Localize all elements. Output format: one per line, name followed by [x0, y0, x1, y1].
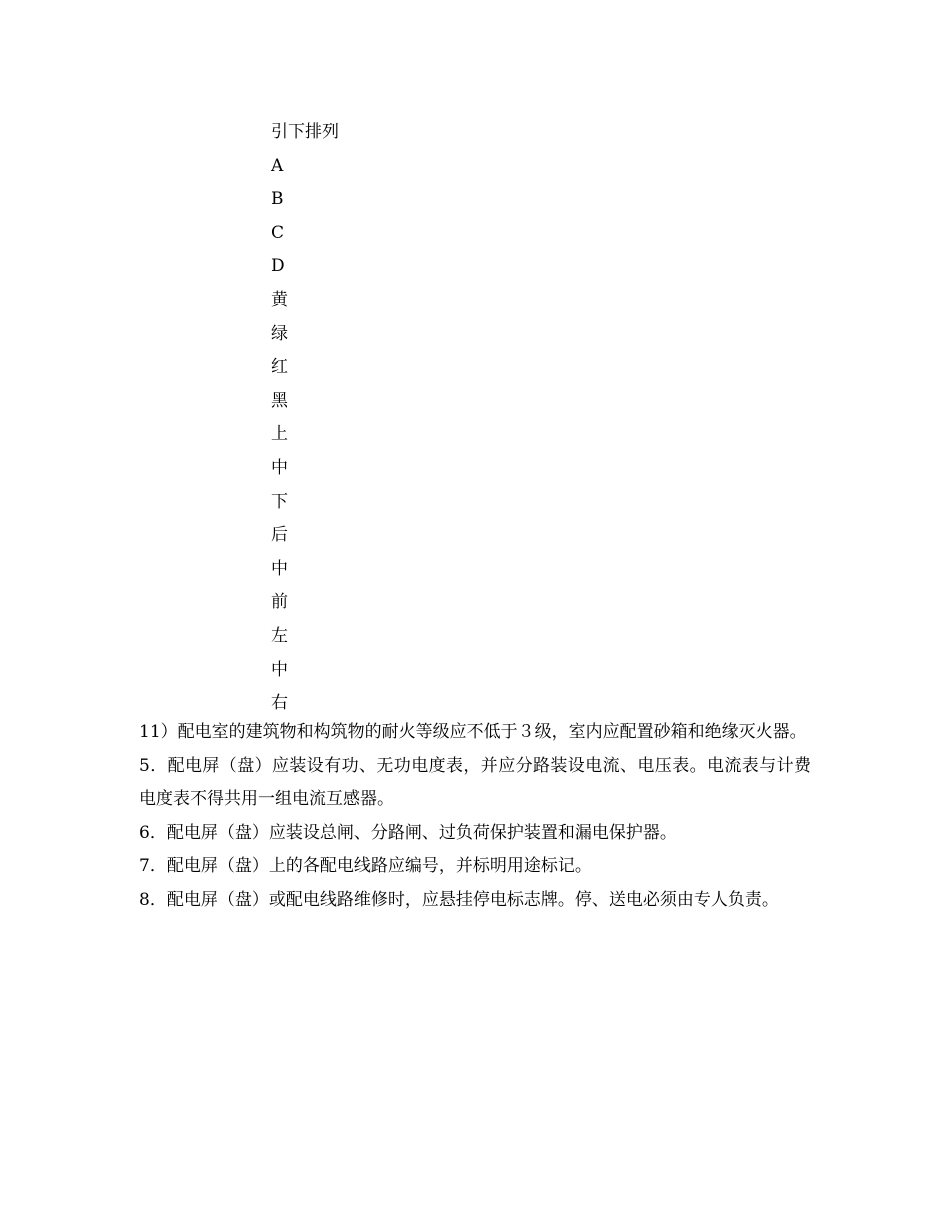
arrangement-item: 黑: [271, 390, 288, 411]
arrangement-item: 上: [271, 424, 288, 445]
arrangement-item: 左: [271, 625, 288, 646]
arrangement-item: 前: [271, 592, 288, 613]
arrangement-item: 中: [271, 659, 288, 680]
arrangement-item: 红: [271, 357, 288, 378]
body-text: [139, 716, 811, 918]
arrangement-item: 黄: [271, 289, 288, 310]
arrangement-item: D: [271, 256, 285, 277]
arrangement-item: 中: [271, 457, 288, 478]
arrangement-item: 下: [271, 491, 288, 512]
paragraph-maintenance: 8．配电屏（盘）或配电线路维修时，应悬挂停电标志牌。停、送电必须由专人负责。: [139, 889, 779, 910]
arrangement-item: 后: [271, 525, 288, 546]
arrangement-item: B: [271, 189, 284, 210]
arrangement-item: C: [271, 222, 285, 243]
paragraph-switches: 6．配电屏（盘）应装设总闸、分路闸、过负荷保护装置和漏电保护器。: [139, 822, 677, 843]
paragraph-meters: 5．配电屏（盘）应装设有功、无功电度表，并应分路装设电流、电压表。电流表与计费电度表不得共用一组电流互感器。: [139, 755, 811, 810]
arrangement-item: 绿: [271, 323, 288, 344]
arrangement-item: 右: [271, 693, 288, 714]
arrangement-item: A: [271, 155, 284, 176]
arrangement-heading: 引下排列: [271, 122, 339, 142]
arrangement-item: 中: [271, 558, 288, 579]
paragraph-fire-rating: 11）配电室的建筑物和构筑物的耐火等级应不低于３级，室内应配置砂箱和绝缘灭火器。: [139, 722, 807, 742]
arrangement-list: [271, 116, 339, 721]
paragraph-numbering: 7．配电屏（盘）上的各配电线路应编号，并标明用途标记。: [139, 856, 592, 877]
